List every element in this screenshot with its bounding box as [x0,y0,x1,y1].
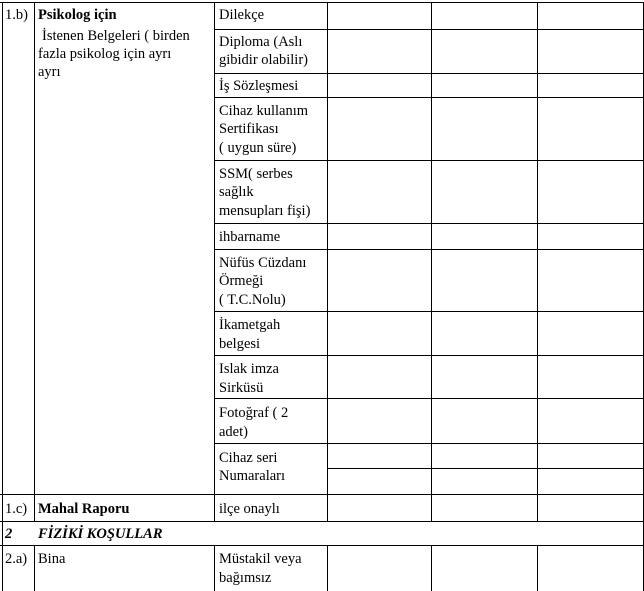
col-divider [537,2,538,521]
document-item: Cihaz kullanım [219,103,308,119]
section-description-line: fazla psikolog için ayrı [38,46,172,62]
document-item: belgesi [219,336,261,352]
col-divider [327,2,328,521]
document-item: ihbarname [219,229,281,245]
col-divider [34,2,35,521]
row-divider [214,223,644,224]
col-divider [327,545,328,591]
document-item: Numaraları [219,468,286,484]
document-item: Cihaz seri [219,450,278,466]
document-item: Sirküsü [219,380,264,396]
section-number: 2 [5,526,13,542]
section-title: Psikolog için [38,7,117,23]
document-item: Sertifikası [219,121,279,137]
document-item: gibidir olabilir) [219,52,308,68]
row-divider [214,311,644,312]
row-divider [214,73,644,74]
document-item: mensupları fişi) [219,203,311,219]
section-number: 2.a) [5,551,28,567]
section-number: 1.b) [5,7,28,23]
row-divider [214,355,644,356]
document-item: Müstakil veya [219,551,302,567]
row-divider [0,545,644,546]
col-divider [214,2,215,521]
col-divider [431,545,432,591]
document-item: Fotoğraf ( 2 [219,405,289,421]
col-divider [214,545,215,591]
table-border-top [0,2,644,3]
row-divider [0,521,644,522]
document-item: bağımsız [219,570,272,586]
document-item: Dilekçe [219,7,265,23]
document-item: adet) [219,424,248,440]
sub-row-divider [327,468,644,469]
col-divider [431,2,432,521]
document-item: Örmeği [219,273,264,289]
document-item: Islak imza [219,361,279,377]
col-divider [537,545,538,591]
section-heading: FİZİKİ KOŞULLAR [38,526,163,542]
section-title: Mahal Raporu [38,501,130,517]
col-divider [34,545,35,591]
row-divider [214,443,644,444]
document-item: SSM( serbes [219,166,293,182]
document-item: ( T.C.Nolu) [219,292,286,308]
document-item: İş Sözleşmesi [219,78,299,94]
row-divider [214,398,644,399]
document-item: İkametgah [219,317,281,333]
document-item: Nüfüs Cüzdanı [219,255,307,271]
document-item: ilçe onaylı [219,501,280,517]
section-title: Bina [38,551,66,567]
section-description-line: ayrı [38,64,61,80]
row-divider [214,29,644,30]
row-divider [214,160,644,161]
table-border-left [2,2,3,591]
document-item: ( uygun süre) [219,140,297,156]
document-item: Diploma (Aslı [219,34,303,50]
row-divider [214,249,644,250]
section-number: 1.c) [5,501,28,517]
row-divider [214,97,644,98]
document-item: sağlık [219,184,254,200]
section-description-line: İstenen Belgeleri ( birden [42,28,190,44]
row-divider [0,494,644,495]
